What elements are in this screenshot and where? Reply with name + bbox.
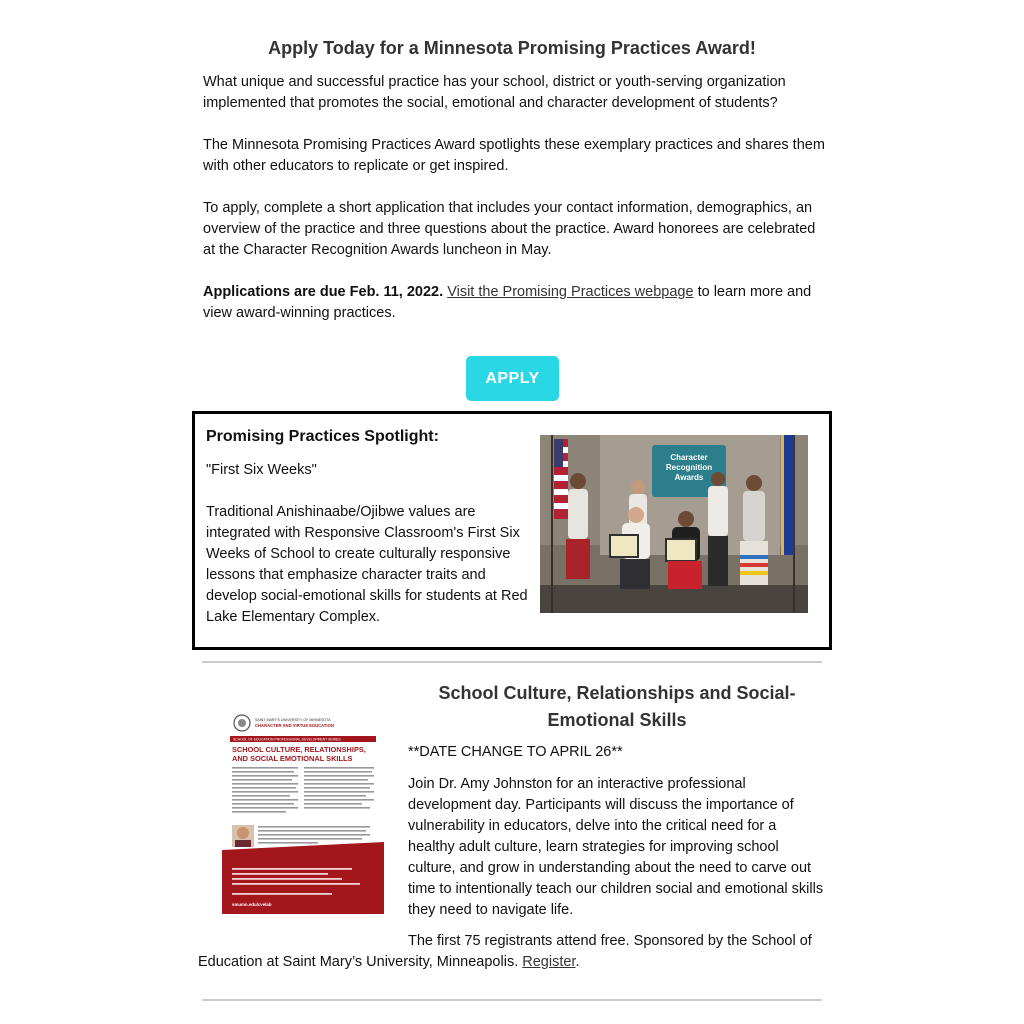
section-divider-2 xyxy=(202,999,822,1001)
event-note-line-1: The first 75 registrants attend free. Sponsored by the School of xyxy=(408,933,812,949)
flyer-header-main: CHARACTER AND VIRTUE EDUCATION xyxy=(255,723,334,728)
award-group-photo xyxy=(540,435,808,613)
event-note-line-2 xyxy=(198,952,826,973)
after-link-text: to learn more and view award-winning practices. xyxy=(203,284,812,321)
event-flyer-image[interactable] xyxy=(222,712,384,914)
intro-paragraph-4 xyxy=(203,282,825,324)
event-date-change: **DATE CHANGE TO APRIL 26** xyxy=(408,744,623,760)
flyer-title-line-1: SCHOOL CULTURE, RELATIONSHIPS, xyxy=(232,745,366,754)
event-description: Join Dr. Amy Johnston for an interactive professional development day. Participants will discuss the importance of vulnerability in educators, delve into the critical need for a healthy adult culture, learn strategies for improving school culture, and grow in understanding about the need to carve out time to intentionally teach our children social and emotional skills they need to navigate life. xyxy=(408,776,824,918)
flyer-title-line-2: AND SOCIAL EMOTIONAL SKILLS xyxy=(232,754,353,763)
flyer-header-top: SAINT MARY'S UNIVERSITY OF MINNESOTA xyxy=(255,718,331,722)
intro-paragraph-3: To apply, complete a short application that includes your contact information, demographics, an overview of the practice and three questions about the practice. Award honorees are celebrated at the Character Recognition Awards luncheon in May. xyxy=(203,200,816,258)
flyer-footer-url: smumn.edu/cvelab xyxy=(232,902,272,907)
spotlight-subtitle: "First Six Weeks" xyxy=(206,462,317,478)
event-title: School Culture, Relationships and Social-Emotional Skills xyxy=(438,683,796,730)
spotlight-title: Promising Practices Spotlight: xyxy=(206,428,439,445)
promising-practices-link[interactable]: Visit the Promising Practices webpage xyxy=(447,284,694,300)
spotlight-box xyxy=(192,411,832,650)
apply-button[interactable]: APPLY xyxy=(466,356,559,401)
banner-line-1: Character xyxy=(670,453,708,462)
spotlight-body: Traditional Anishinaabe/Ojibwe values are integrated with Responsive Classroom's First Six Weeks of School to create culturally responsive lessons that emphasize character traits and develop social-emotional skills for students at Red Lake Elementary Complex. xyxy=(206,504,528,625)
event-note-text: Education at Saint Mary’s University, Minneapolis. xyxy=(198,954,523,970)
banner-line-2: Recognition xyxy=(665,463,713,472)
flyer-series: SCHOOL OF EDUCATION PROFESSIONAL DEVELOPMENT SERIES xyxy=(233,737,341,742)
page-headline: Apply Today for a Minnesota Promising Practices Award! xyxy=(268,38,756,58)
due-date-text: Applications are due Feb. 11, 2022. xyxy=(203,284,444,300)
register-link[interactable]: Register xyxy=(522,954,576,970)
intro-section xyxy=(203,72,825,345)
intro-paragraph-2: The Minnesota Promising Practices Award spotlights these exemplary practices and shares them with other educators to replicate or get inspired. xyxy=(203,137,825,174)
section-divider-1 xyxy=(202,661,822,663)
banner-line-3: Awards xyxy=(674,473,704,482)
event-note-end: . xyxy=(575,954,580,970)
intro-paragraph-1: What unique and successful practice has your school, district or youth-serving organization implemented that promotes the social, emotional and character development of students? xyxy=(203,74,786,111)
